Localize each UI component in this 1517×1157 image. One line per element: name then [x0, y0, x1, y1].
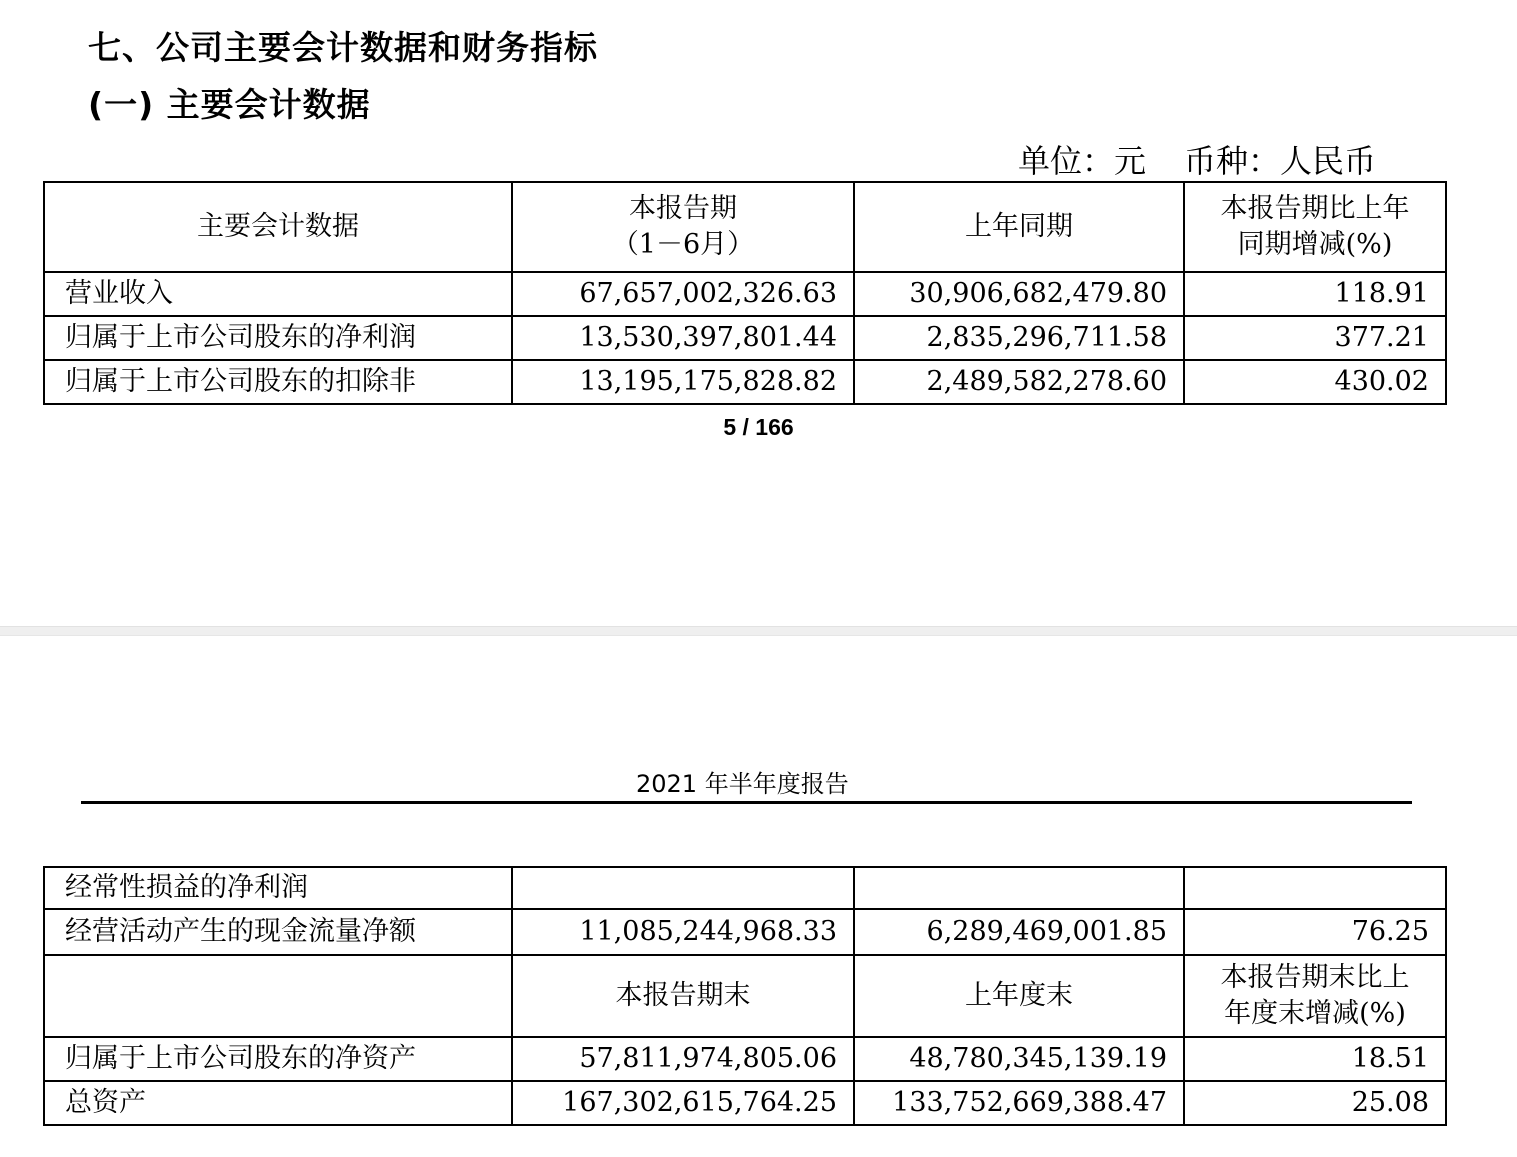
table-row [44, 360, 1446, 404]
value-prior: 30,906,682,479.80 [854, 272, 1184, 316]
value-current: 57,811,974,805.06 [512, 1037, 854, 1081]
table-row [44, 1037, 1446, 1081]
value-change [1184, 867, 1446, 909]
header-rule [81, 801, 1412, 804]
table-header-row [44, 182, 1446, 272]
row-label: 归属于上市公司股东的净资产 [44, 1037, 512, 1081]
table-row [44, 909, 1446, 955]
row-label: 经常性损益的净利润 [44, 867, 512, 909]
page-separator [0, 626, 1517, 636]
header-cell: 上年同期 [854, 182, 1184, 272]
value-current: 13,195,175,828.82 [512, 360, 854, 404]
row-label: 总资产 [44, 1081, 512, 1125]
running-header: 2021 年半年度报告 [636, 770, 849, 798]
value-current: 11,085,244,968.33 [512, 909, 854, 955]
value-current: 167,302,615,764.25 [512, 1081, 854, 1125]
row-label: 营业收入 [44, 272, 512, 316]
table-subheader-row [44, 955, 1446, 1037]
value-prior: 6,289,469,001.85 [854, 909, 1184, 955]
value-current [512, 867, 854, 909]
accounting-data-table-page1 [43, 181, 1447, 405]
row-label: 经营活动产生的现金流量净额 [44, 909, 512, 955]
unit-label: 单位：元 [1018, 142, 1147, 180]
value-change: 430.02 [1184, 360, 1446, 404]
value-change: 25.08 [1184, 1081, 1446, 1125]
table-row [44, 867, 1446, 909]
value-prior [854, 867, 1184, 909]
value-prior: 2,835,296,711.58 [854, 316, 1184, 360]
value-current: 13,530,397,801.44 [512, 316, 854, 360]
header-cell: 本报告期比上年 同期增减(%) [1184, 182, 1446, 272]
value-prior: 133,752,669,388.47 [854, 1081, 1184, 1125]
section-title: 七、公司主要会计数据和财务指标 [88, 28, 598, 67]
currency-label: 币种：人民币 [1184, 142, 1377, 180]
value-change: 18.51 [1184, 1037, 1446, 1081]
header-cell: 本报告期 （1－6月） [512, 182, 854, 272]
table-row [44, 316, 1446, 360]
table-row [44, 1081, 1446, 1125]
unit-currency-line [1018, 136, 1376, 182]
value-change: 118.91 [1184, 272, 1446, 316]
header-cell: 上年度末 [854, 955, 1184, 1037]
page-indicator: 5 / 166 [723, 414, 794, 440]
header-cell: 本报告期末比上 年度末增减(%) [1184, 955, 1446, 1037]
table-row [44, 272, 1446, 316]
subsection-title: (一) 主要会计数据 [88, 85, 371, 124]
row-label: 归属于上市公司股东的扣除非 [44, 360, 512, 404]
value-change: 76.25 [1184, 909, 1446, 955]
value-prior: 2,489,582,278.60 [854, 360, 1184, 404]
header-cell: 主要会计数据 [44, 182, 512, 272]
header-cell: 本报告期末 [512, 955, 854, 1037]
accounting-data-table-page2 [43, 866, 1447, 1126]
value-change: 377.21 [1184, 316, 1446, 360]
value-current: 67,657,002,326.63 [512, 272, 854, 316]
header-cell [44, 955, 512, 1037]
value-prior: 48,780,345,139.19 [854, 1037, 1184, 1081]
row-label: 归属于上市公司股东的净利润 [44, 316, 512, 360]
